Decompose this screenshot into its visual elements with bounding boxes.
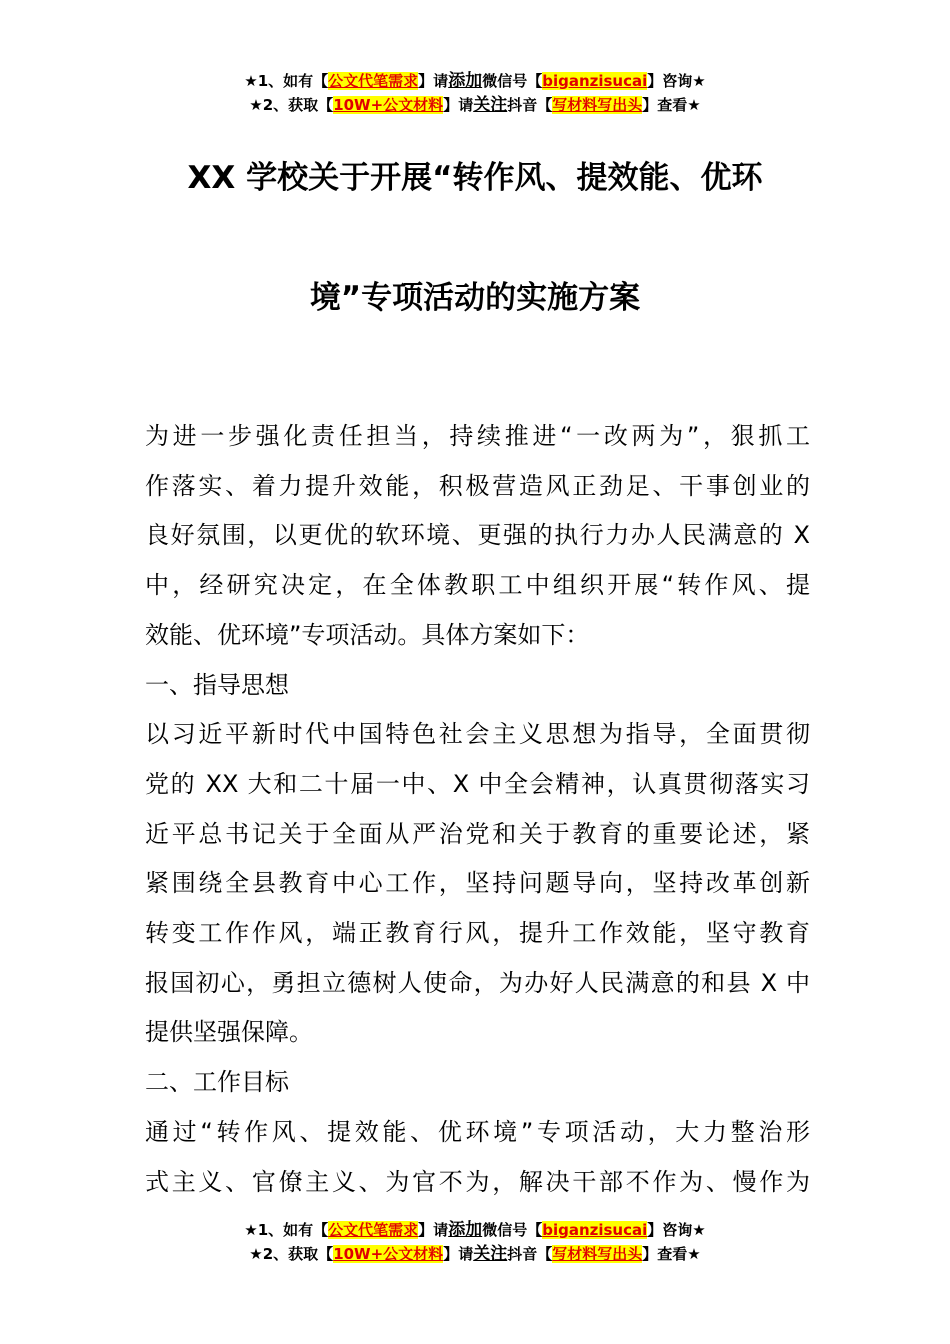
banner-text: 】请 bbox=[418, 72, 449, 90]
document-title-line-1: XX 学校关于开展“转作风、提效能、优环 bbox=[187, 160, 763, 196]
footer-banner bbox=[0, 1218, 950, 1266]
banner-text: ★2、获取【 bbox=[249, 96, 334, 114]
banner-underline: 添加 bbox=[448, 1220, 483, 1240]
body-line: 中，经研究决定，在全体教职工中组织开展“转作风、提 bbox=[145, 571, 810, 600]
banner-text: 微信号【 bbox=[482, 72, 543, 90]
banner-line-2 bbox=[0, 93, 950, 117]
header-banner bbox=[0, 69, 950, 117]
body-line: 为进一步强化责任担当，持续推进“一改两为”，狠抓工 bbox=[145, 422, 810, 450]
body-line: 一、指导思想 bbox=[145, 670, 289, 699]
body-line: 良好氛围，以更优的软环境、更强的执行力办人民满意的 X bbox=[145, 521, 810, 550]
banner-text: 】查看★ bbox=[642, 1245, 701, 1263]
banner-highlight: 写材料写出头 bbox=[552, 1245, 643, 1263]
banner-highlight: 公文代笔需求 bbox=[328, 1221, 419, 1239]
body-line: 近平总书记关于全面从严治党和关于教育的重要论述，紧 bbox=[145, 819, 810, 848]
banner-underline: 关注 bbox=[473, 95, 508, 115]
banner-line-2 bbox=[0, 1242, 950, 1266]
banner-text: 】请 bbox=[418, 1221, 449, 1239]
body-line: 提供坚强保障。 bbox=[145, 1018, 313, 1047]
body-line: 转变工作作风，端正教育行风，提升工作效能，坚守教育 bbox=[145, 919, 810, 948]
body-line: 二、工作目标 bbox=[145, 1068, 289, 1097]
banner-text: 微信号【 bbox=[482, 1221, 543, 1239]
banner-underline: 添加 bbox=[448, 71, 483, 91]
banner-text: 】请 bbox=[443, 1245, 474, 1263]
banner-text: 】请 bbox=[443, 96, 474, 114]
body-line: 作落实、着力提升效能，积极营造风正劲足、干事创业的 bbox=[145, 471, 810, 500]
document-body bbox=[145, 412, 810, 1207]
banner-text: 】查看★ bbox=[642, 96, 701, 114]
document-title-line-2: 境”专项活动的实施方案 bbox=[309, 280, 641, 316]
banner-text: ★2、获取【 bbox=[249, 1245, 334, 1263]
banner-text: ★1、如有【 bbox=[244, 1221, 329, 1239]
banner-line-1 bbox=[0, 69, 950, 93]
body-line: 报国初心，勇担立德树人使命，为办好人民满意的和县 X 中 bbox=[145, 968, 810, 997]
banner-highlight: 10W+公文材料 bbox=[333, 96, 444, 114]
body-line: 以习近平新时代中国特色社会主义思想为指导，全面贯彻 bbox=[145, 720, 810, 749]
banner-text: ★1、如有【 bbox=[244, 72, 329, 90]
body-line: 党的 XX 大和二十届一中、X 中全会精神，认真贯彻落实习 bbox=[145, 769, 810, 798]
body-line: 效能、优环境”专项活动。具体方案如下： bbox=[145, 620, 590, 649]
banner-highlight: 10W+公文材料 bbox=[333, 1245, 444, 1263]
banner-highlight: 写材料写出头 bbox=[552, 96, 643, 114]
banner-text: 抖音【 bbox=[507, 1245, 553, 1263]
banner-text: 】咨询★ bbox=[647, 1221, 706, 1239]
body-line: 式主义、官僚主义、为官不为，解决干部不作为、慢作为 bbox=[145, 1167, 810, 1196]
banner-highlight: biganzisucai bbox=[542, 1221, 648, 1239]
body-line: 通过“转作风、提效能、优环境”专项活动，大力整治形 bbox=[145, 1117, 810, 1146]
banner-text: 】咨询★ bbox=[647, 72, 706, 90]
banner-text: 抖音【 bbox=[507, 96, 553, 114]
body-line: 紧围绕全县教育中心工作，坚持问题导向，坚持改革创新 bbox=[145, 869, 810, 898]
banner-highlight: biganzisucai bbox=[542, 72, 648, 90]
banner-highlight: 公文代笔需求 bbox=[328, 72, 419, 90]
banner-line-1 bbox=[0, 1218, 950, 1242]
banner-underline: 关注 bbox=[473, 1244, 508, 1264]
